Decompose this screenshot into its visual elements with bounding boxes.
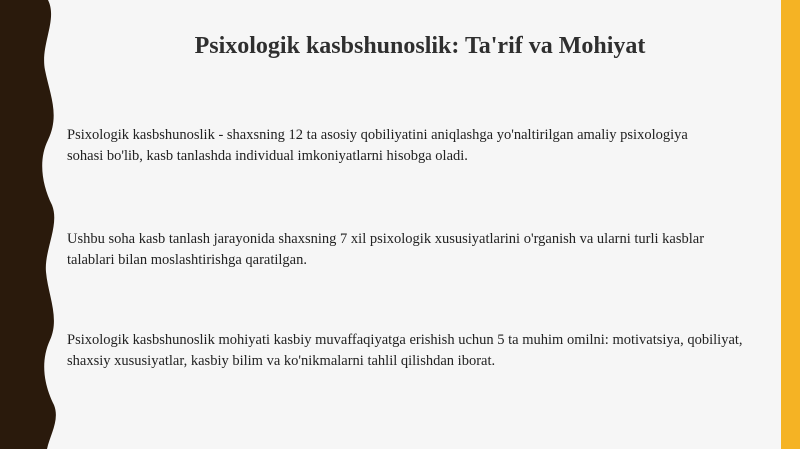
slide-title: Psixologik kasbshunoslik: Ta'rif va Mohiyat <box>194 33 646 59</box>
left-wavy-shape <box>0 0 56 449</box>
left-wavy-decoration <box>0 0 62 449</box>
paragraph-essence: Psixologik kasbshunoslik mohiyati kasbiy muvaffaqiyatga erishish uchun 5 ta muhim omilni: motivatsiya, qobiliyat, shaxsiy xususiyatlar, kasbiy bilim va ko'nikmalarni tahlil qilishdan iborat. <box>67 332 743 369</box>
right-accent-bar <box>781 0 800 449</box>
paragraph-scope: Ushbu soha kasb tanlash jarayonida shaxsning 7 xil psixologik xususiyatlarini o'rganish va ularni turli kasblar talablari bilan moslashtirishga qaratilgan. <box>67 231 705 268</box>
paragraph-definition: Psixologik kasbshunoslik - shaxsning 12 ta asosiy qobiliyatini aniqlashga yo'naltirilgan amaliy psixologiya sohasi bo'lib, kasb tanlashda individual imkoniyatlarni hisobga oladi. <box>67 127 688 164</box>
